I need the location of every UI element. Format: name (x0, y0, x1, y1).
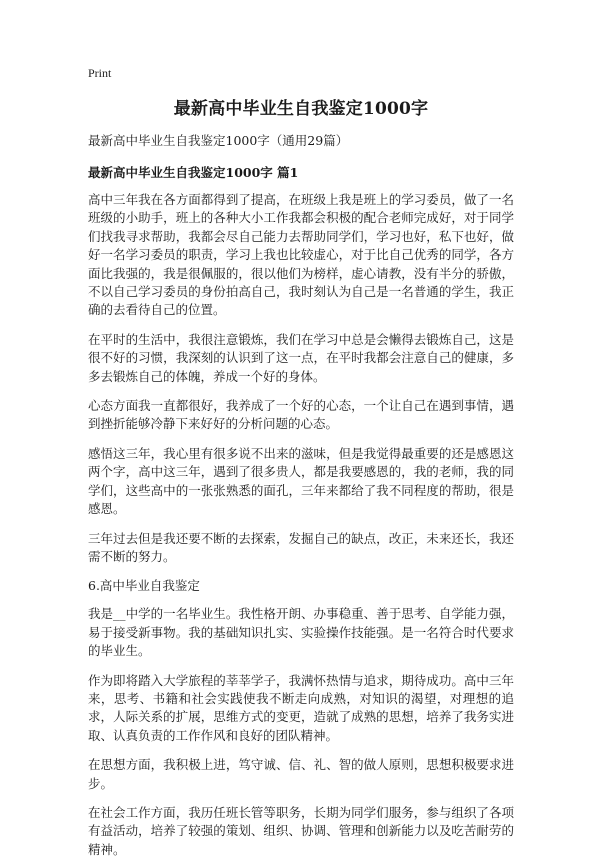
section-2-paragraph-1: 我是__中学的一名毕业生。我性格开朗、办事稳重、善于思考、自学能力强，易于接受新事物。我的基础知识扎实、实验操作技能强。是一名符合时代要求的毕业生。 (88, 606, 514, 659)
section-1-paragraph-3: 心态方面我一直都很好，我养成了一个好的心态，一个让自己在遇到事情，遇到挫折能够冷静下来好好的分析问题的心态。 (88, 398, 514, 432)
section-2-paragraph-4: 在社会工作方面，我历任班长管等职务，长期为同学们服务，参与组织了各项有益活动，培养了较强的策划、组织、协调、管理和创新能力以及吃苦耐劳的精神。 (88, 804, 514, 857)
section-1-paragraph-1: 高中三年我在各方面都得到了提高，在班级上我是班上的学习委员，做了一名班级的小助手，班上的各种大小工作我都会积极的配合老师完成好，对于同学们找我寻求帮助，我都会尽自己能力去帮助同学们，学习也好，私下也好，做好一名学习委员的职责，学习上我也比较虚心，对于比自己优秀的同学，各方面比我强的，我是很佩服的，很以他们为榜样，虚心请教，没有半分的骄傲，不以自己学习委员的身份拍高自己，我时刻认为自己是一名普通的学生，我正确的去看待自己的位置。 (88, 192, 514, 318)
section-1-paragraph-2: 在平时的生活中，我很注意锻炼，我们在学习中总是会懒得去锻炼自己，这是很不好的习惯，我深刻的认识到了这一点，在平时我都会注意自己的健康，多多去锻炼自己的体魄，养成一个好的身体。 (88, 331, 514, 384)
section-1-paragraph-5: 三年过去但是我还要不断的去探索，发掘自己的缺点，改正，未来还长，我还需不断的努力。 (88, 530, 514, 564)
document-subtitle: 最新高中毕业生自我鉴定1000字（通用29篇） (88, 133, 349, 148)
section-2-heading: 6.高中毕业自我鉴定 (88, 578, 200, 594)
print-label: Print (88, 66, 112, 80)
section-2-paragraph-2: 作为即将踏入大学旅程的莘莘学子，我满怀热情与追求，期待成功。高中三年来，思考、书籍和社会实践使我不断走向成熟，对知识的渴望，对理想的追求，人际关系的扩展，思维方式的变更，造就了成熟的思想，培养了我务实进取、认真负责的工作作风和良好的团队精神。 (88, 672, 514, 743)
document-title: 最新高中毕业生自我鉴定1000字 (173, 99, 429, 119)
section-2-paragraph-3: 在思想方面，我积极上进，笃守诚、信、礼、智的做人原则，思想积极要求进步。 (88, 757, 514, 791)
section-1-paragraph-4: 感悟这三年，我心里有很多说不出来的滋味，但是我觉得最重要的还是感恩这两个字，高中这三年，遇到了很多贵人，都是我要感恩的，我的老师，我的同学们，这些高中的一张张熟悉的面孔，三年来都给了我不同程度的帮助，很是感恩。 (88, 445, 514, 517)
section-1-heading: 最新高中毕业生自我鉴定1000字 篇1 (88, 165, 299, 180)
